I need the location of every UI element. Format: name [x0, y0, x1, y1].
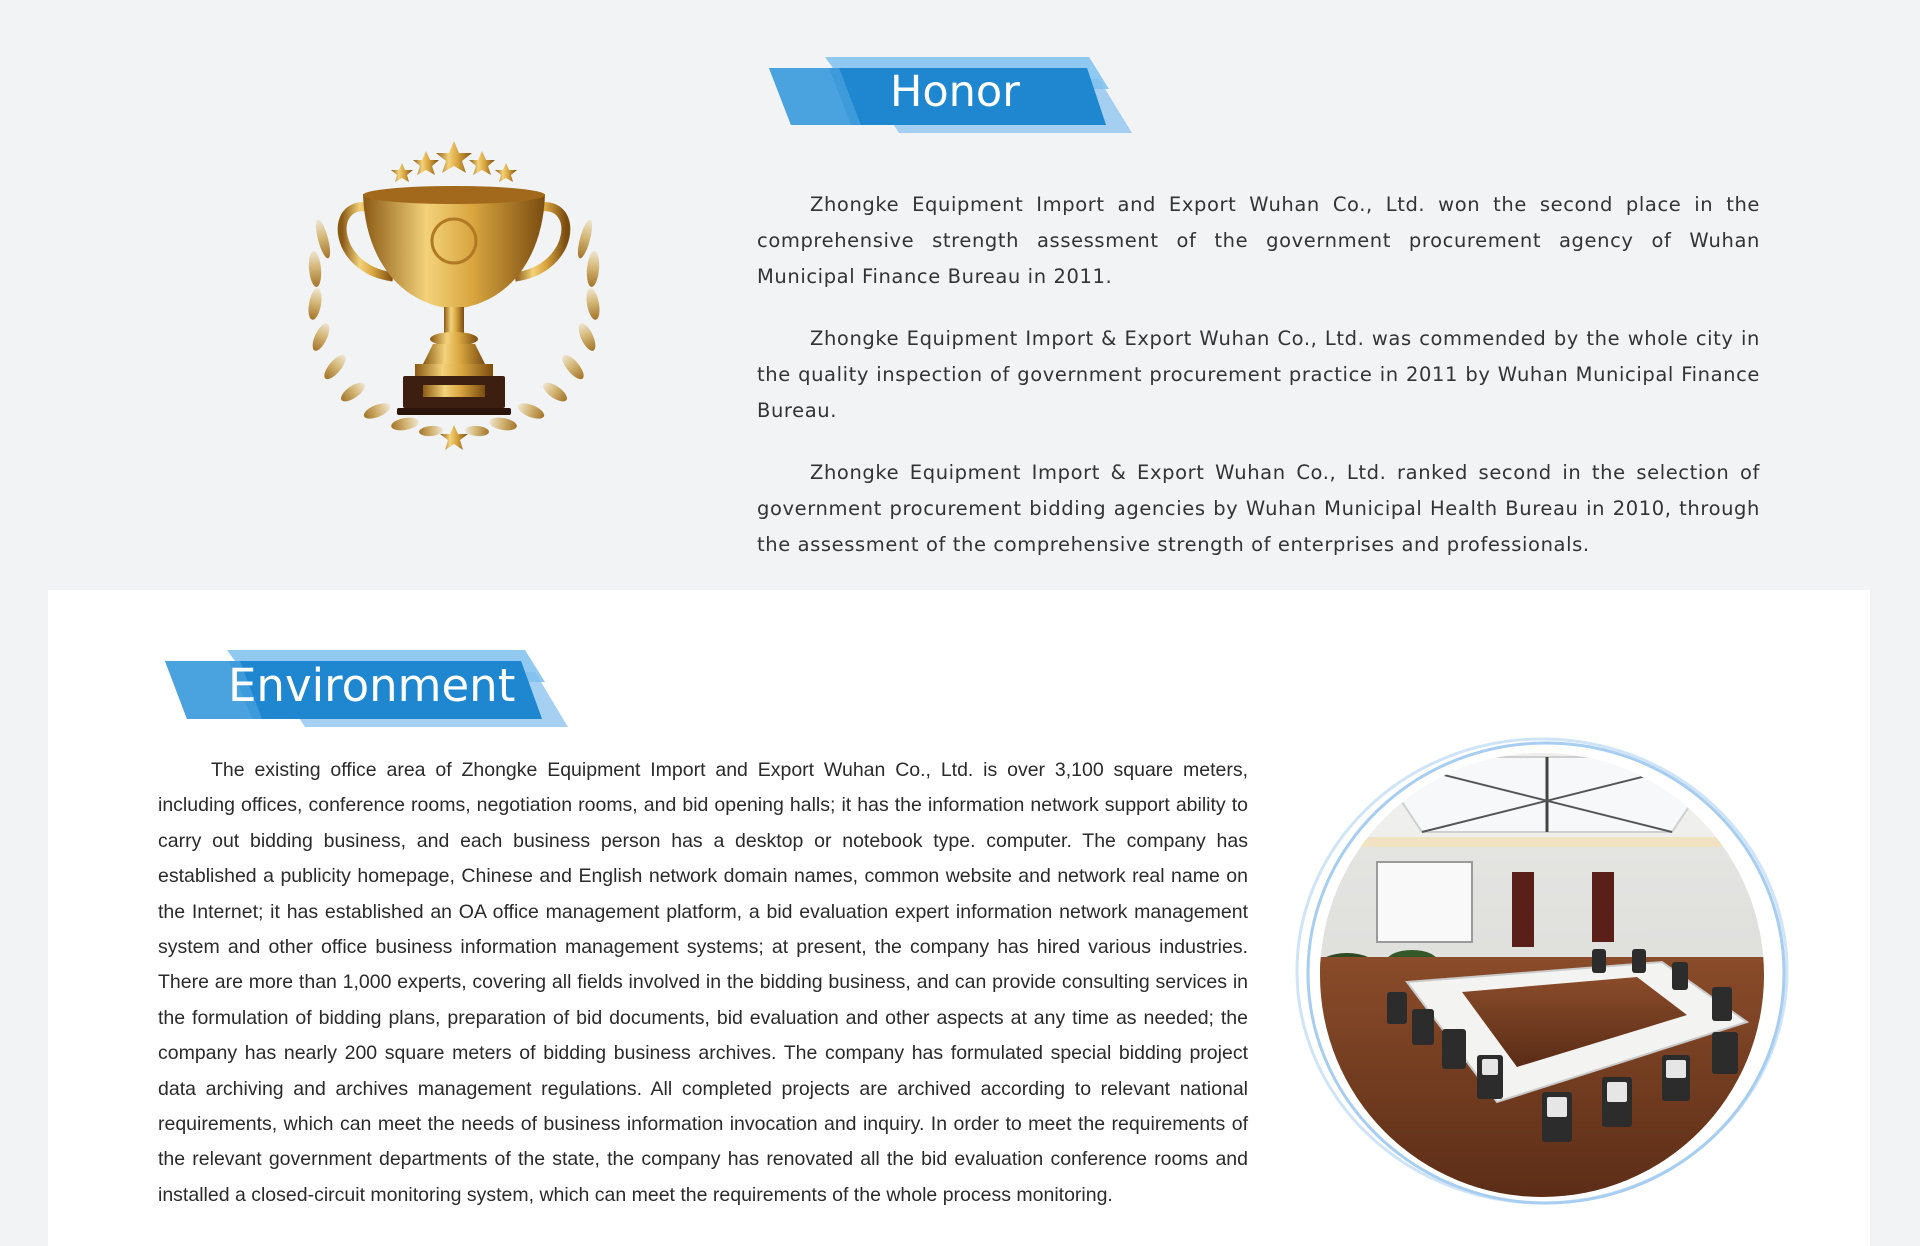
honor-title: Honor — [890, 67, 1020, 117]
environment-text — [158, 753, 1248, 1213]
trophy-icon — [293, 139, 615, 455]
honor-text — [757, 187, 1760, 589]
honor-paragraph: Zhongke Equipment Import & Export Wuhan Co., Ltd. was commended by the whole city in the quality inspection of government procurement practice in 2011 by Wuhan Municipal Finance Bureau. — [757, 327, 1760, 422]
environment-section-banner — [165, 650, 568, 727]
honor-paragraph: Zhongke Equipment Import and Export Wuhan Co., Ltd. won the second place in the comprehensive strength assessment of the government procurement agency of Wuhan Municipal Finance Bureau in 2011. — [757, 193, 1760, 288]
environment-paragraph: The existing office area of Zhongke Equipment Import and Export Wuhan Co., Ltd. is over 3,100 square meters, including offices, conference rooms, negotiation rooms, and bid opening halls; it has the information network support ability to carry out bidding business, and each business person has a desktop or notebook type. computer. The company has established a publicity homepage, Chinese and English network domain names, common website and network real name on the Internet; it has established an OA office management platform, a bid evaluation expert information network management system and other office business information management systems; at present, the company has hired various industries. There are more than 1,000 experts, covering all fields involved in the bidding business, and can provide consulting services in the formulation of bidding plans, preparation of bid documents, bid evaluation and other aspects at any time as needed; the company has nearly 200 square meters of bidding business archives. The company has formulated special bidding project data archiving and archives management regulations. All completed projects are archived according to relevant national requirements, which can meet the needs of business information invocation and inquiry. In order to meet the requirements of the relevant government departments of the state, the company has renovated all the bid evaluation conference rooms and installed a closed-circuit monitoring system, which can meet the requirements of the whole process monitoring. — [158, 759, 1248, 1206]
environment-title: Environment — [228, 659, 516, 712]
conference-room-photo — [1292, 737, 1792, 1207]
honor-paragraph: Zhongke Equipment Import & Export Wuhan Co., Ltd. ranked second in the selection of government procurement bidding agencies by Wuhan Municipal Health Bureau in 2010, through the assessment of the comprehensive strength of enterprises and professionals. — [757, 461, 1760, 556]
honor-section-banner — [769, 57, 1132, 133]
